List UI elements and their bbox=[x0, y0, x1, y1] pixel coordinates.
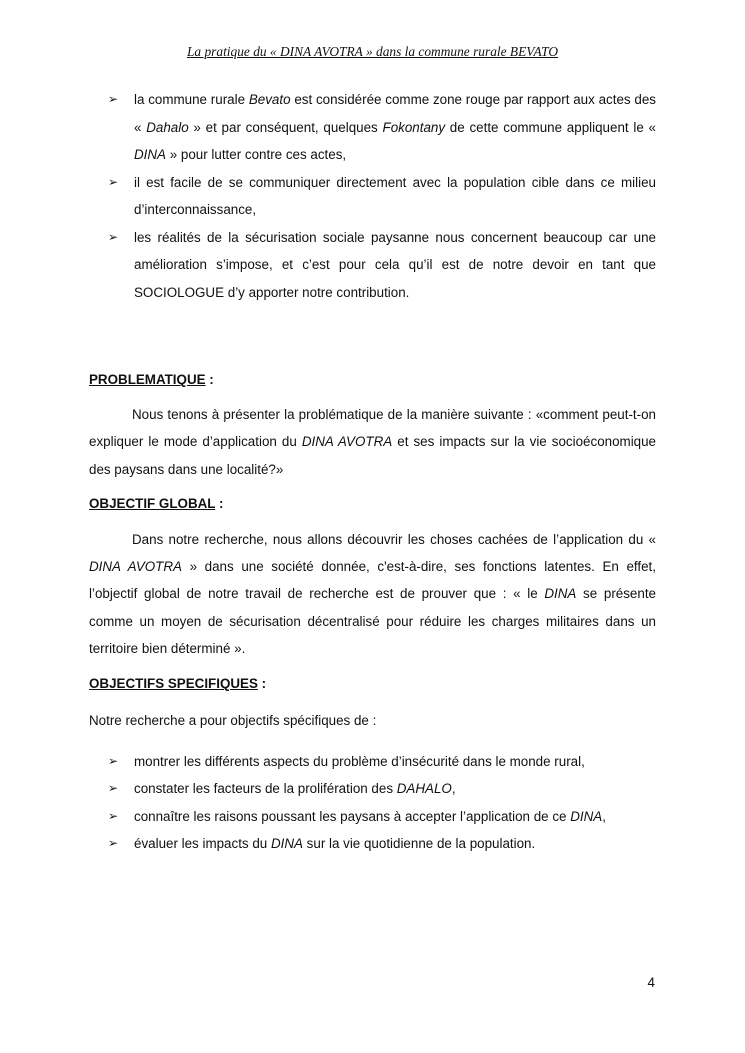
list-item: ➢ les réalités de la sécurisation sociale paysanne nous concernent beaucoup car une amélioration s’impose, et c’est pour cela qu’il est de notre devoir en tant que SOCIOLOGUE d’y apporter notre contribution. bbox=[89, 224, 656, 307]
objectifs-specifiques-heading: OBJECTIFS SPECIFIQUES : bbox=[89, 676, 267, 692]
list-item: ➢ montrer les différents aspects du problème d’insécurité dans le monde rural, bbox=[89, 748, 656, 776]
list-item: ➢ évaluer les impacts du DINA sur la vie quotidienne de la population. bbox=[89, 830, 656, 858]
arrow-bullet-icon: ➢ bbox=[108, 753, 119, 768]
intro-bullet-list bbox=[89, 86, 656, 306]
specific-objectives-list bbox=[89, 748, 656, 858]
running-header-title: La pratique du « DINA AVOTRA » dans la commune rurale BEVATO bbox=[186, 44, 558, 59]
list-item: ➢ la commune rurale Bevato est considérée comme zone rouge par rapport aux actes des « Dahalo » et par conséquent, quelques Fokontany de cette commune appliquent le « DINA » pour lutter contre ces actes, bbox=[89, 86, 656, 169]
arrow-bullet-icon: ➢ bbox=[108, 174, 119, 189]
arrow-bullet-icon: ➢ bbox=[108, 836, 119, 851]
list-item: ➢ il est facile de se communiquer directement avec la population cible dans ce milieu d’interconnaissance, bbox=[89, 169, 656, 224]
page-body bbox=[89, 86, 656, 858]
list-item: ➢ connaître les raisons poussant les paysans à accepter l’application de ce DINA, bbox=[89, 803, 656, 831]
list-item: ➢ constater les facteurs de la prolifération des DAHALO, bbox=[89, 775, 656, 803]
arrow-bullet-icon: ➢ bbox=[108, 229, 119, 244]
running-header bbox=[0, 44, 745, 60]
arrow-bullet-icon: ➢ bbox=[108, 92, 119, 106]
problematique-paragraph: Nous tenons à présenter la problématique de la manière suivante : «comment peut-t-on expliquer le mode d’application du DINA AVOTRA et ses impacts sur la vie socioéconomique des paysans dans une localité?» bbox=[89, 407, 657, 477]
problematique-heading: PROBLEMATIQUE : bbox=[89, 372, 214, 387]
objectif-global-paragraph: Dans notre recherche, nous allons découvrir les choses cachées de l’application du « DINA AVOTRA » dans une société donnée, c'est-à-dire, ses fonctions latentes. En effet, l’objectif global de notre travail de recherche est de prouver que : « le DINA se présente comme un moyen de sécurisation décentralisé pour réduire les charges militaires dans un territoire bien déterminé ». bbox=[89, 531, 656, 657]
objectif-global-heading: OBJECTIF GLOBAL : bbox=[89, 495, 224, 511]
arrow-bullet-icon: ➢ bbox=[108, 781, 119, 796]
page-number: 4 bbox=[647, 975, 655, 990]
arrow-bullet-icon: ➢ bbox=[108, 808, 119, 823]
objectifs-specifiques-intro: Notre recherche a pour objectifs spécifiques de : bbox=[89, 713, 377, 729]
